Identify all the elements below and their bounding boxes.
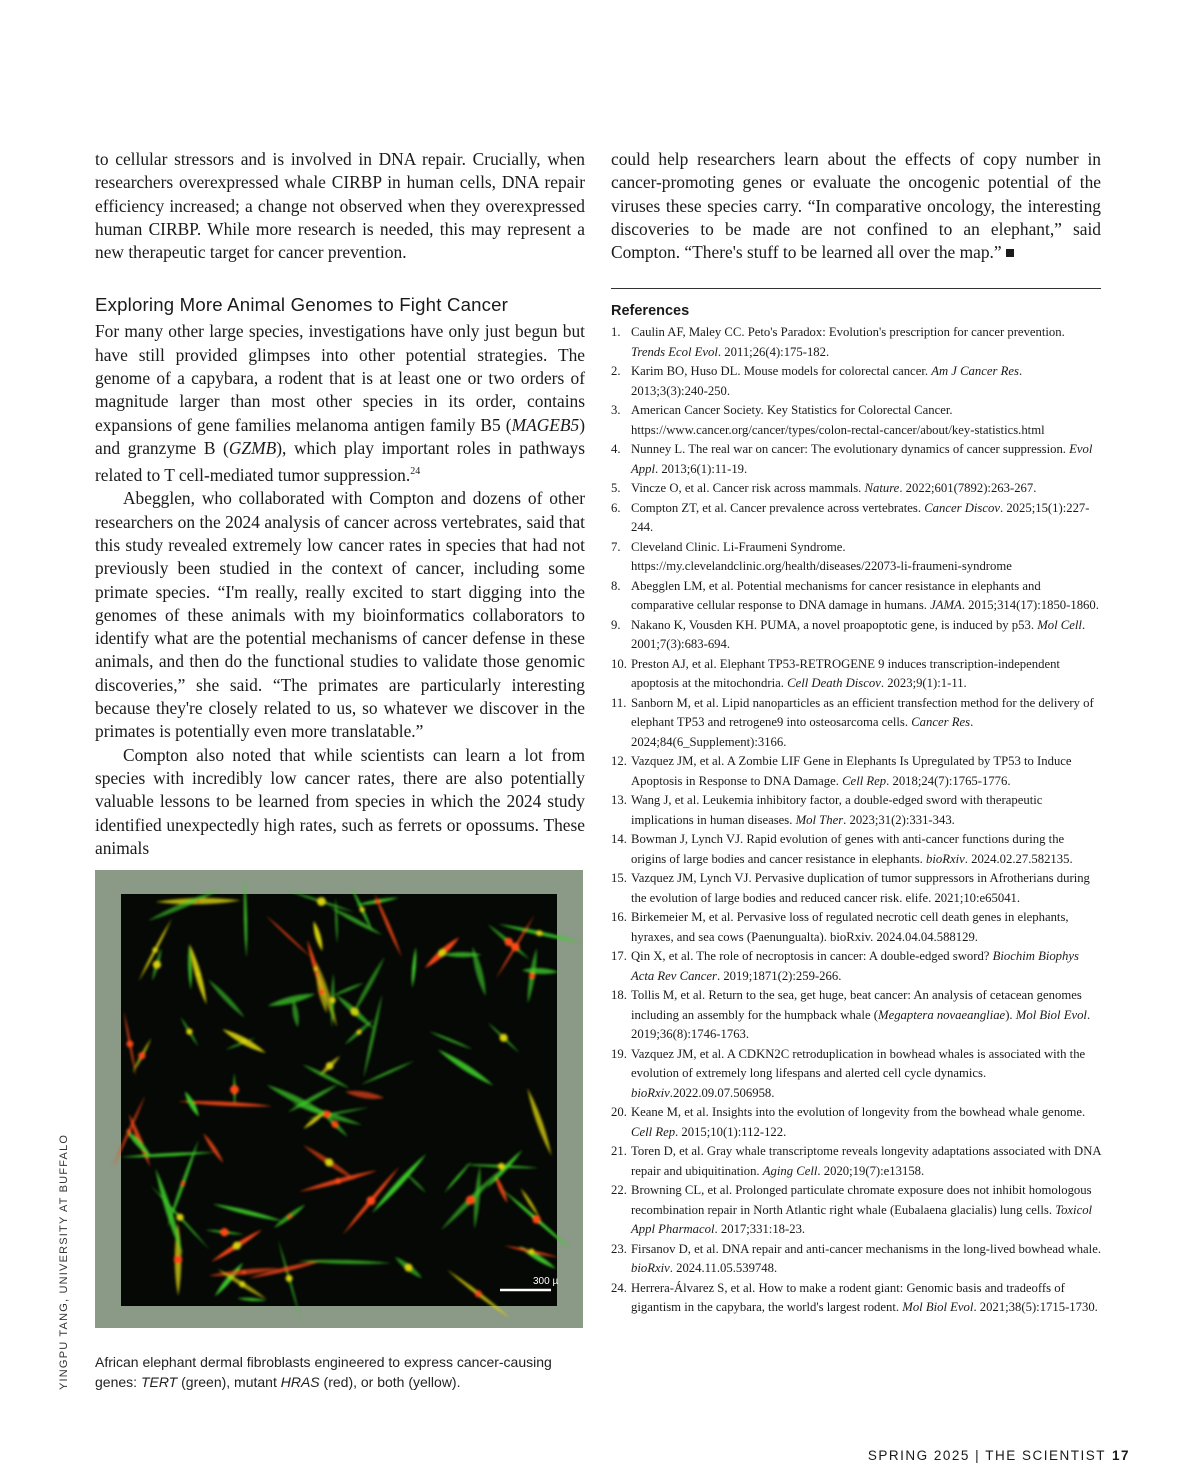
reference-text: Caulin AF, Maley CC. Peto's Paradox: Evolution's prescription for cancer prevention.	[631, 325, 1065, 340]
text-run: ), which play important roles in pathways related to T cell-mediated tumor suppression.	[95, 437, 585, 486]
cell-nucleus	[331, 1121, 338, 1128]
references-list	[611, 323, 1101, 1318]
reference-item	[611, 1142, 1101, 1181]
reference-text: Keane M, et al. Insights into the evolution of longevity from the bowhead whale genome.	[631, 1105, 1086, 1120]
microscopy-image	[95, 870, 583, 1328]
reference-number: 12.	[611, 754, 627, 769]
reference-text: . 2023;9(1):1-11.	[880, 676, 967, 691]
figure-caption	[95, 1352, 595, 1392]
reference-number: 24.	[611, 1280, 627, 1295]
journal-name: Biochim Biophys Acta Rev Cancer	[631, 949, 1079, 983]
reference-text: . 2022;601(7892):263-267.	[899, 481, 1037, 496]
journal-name: Cell Rep	[842, 773, 887, 788]
reference-text: . 2011;26(4):175-182.	[717, 344, 830, 359]
cell-nucleus	[438, 949, 446, 957]
cell-nucleus	[127, 1040, 134, 1047]
body-paragraph: to cellular stressors and is involved in DNA repair. Crucially, when researchers overexpressed whale CIRBP in human cells, DNA repair efficiency increased; a change not observed when they overexpressed human CIRBP. While more research is needed, this may represent a new therapeutic target for cancer prevention.	[95, 149, 585, 263]
journal-name: Cancer Discov	[924, 500, 1000, 515]
reference-text: . 2024.02.27.582135.	[964, 851, 1073, 866]
cell-nucleus	[138, 1052, 145, 1059]
image-field	[121, 894, 557, 1306]
cell-nucleus	[317, 897, 326, 906]
reference-number: 2.	[611, 364, 621, 379]
citation-superscript: 24	[410, 466, 421, 478]
journal-name: bioRxiv	[631, 1085, 670, 1100]
journal-name: Cancer Res	[911, 715, 971, 730]
reference-text: Cleveland Clinic. Li-Fraumeni Syndrome. https://my.clevelandclinic.org/health/diseases/22073-li-fraumeni-syndrome	[631, 539, 1012, 574]
issue-label: SPRING 2025 | THE SCIENTIST	[867, 1448, 1106, 1463]
body-paragraph: Compton also noted that while scientists can learn a lot from species with incredibly low cancer rates, there are also potentially valuable lessons to be learned from species in which the 2024 study identified unexpectedly high rates, such as ferrets or opossums. These animals	[95, 744, 585, 858]
end-mark-icon	[1006, 249, 1014, 257]
reference-item	[611, 362, 1101, 401]
cell-nucleus	[176, 1214, 183, 1221]
reference-text: Abegglen LM, et al. Potential mechanisms for cancer resistance in elephants and comparative cellular response to DNA damage in humans.	[631, 578, 1041, 613]
reference-item	[611, 908, 1101, 947]
reference-number: 5.	[611, 481, 621, 496]
cell-nucleus	[356, 1030, 361, 1035]
reference-number: 20.	[611, 1105, 627, 1120]
cell-nucleus	[405, 1264, 413, 1272]
body-paragraph	[95, 320, 585, 487]
text-run: (red), or both (yellow).	[319, 1374, 461, 1390]
reference-number: 9.	[611, 617, 621, 632]
reference-item	[611, 440, 1101, 479]
journal-name: Toxicol Appl Pharmacol	[631, 1202, 1093, 1237]
journal-name: Mol Biol Evol	[902, 1300, 974, 1315]
cell-nucleus	[329, 997, 335, 1003]
reference-text: Nakano K, Vousden KH. PUMA, a novel proapoptotic gene, is induced by p53.	[631, 617, 1038, 632]
reference-item	[611, 1103, 1101, 1142]
reference-number: 11.	[611, 695, 627, 710]
journal-name: Trends Ecol Evol	[631, 344, 718, 359]
text-run: ) and granzyme B (	[95, 414, 585, 458]
page-number: 17	[1111, 1448, 1130, 1463]
journal-name: Am J Cancer Res	[931, 364, 1019, 379]
reference-text: Vincze O, et al. Cancer risk across mammals.	[631, 481, 865, 496]
reference-text: Vazquez JM, et al. A Zombie LIF Gene in Elephants Is Upregulated by TP53 to Induce Apoptosis in Response to DNA Damage.	[631, 754, 1072, 788]
scale-bar-label: 300 µ	[533, 1276, 559, 1287]
journal-name: bioRxiv	[631, 1261, 670, 1276]
reference-item	[611, 538, 1101, 577]
reference-text: Nunney L. The real war on cancer: The evolutionary dynamics of cancer suppression.	[631, 442, 1070, 457]
reference-text: . 2019;36(8):1746-1763.	[631, 1007, 1091, 1042]
text-run: For many other large species, investigations have only just begun but have still provided glimpses into other potential strategies. The genome of a capybara, a rodent that is at least one or two orders of magnitude larger than most other species in its order, contains expansions of gene families melanoma antigen family B5 (	[95, 321, 585, 435]
reference-number: 1.	[611, 325, 621, 340]
right-column	[611, 148, 1101, 1318]
reference-text: . 2024;84(6_Supplement):3166.	[631, 715, 974, 749]
cell-nucleus	[127, 1129, 131, 1133]
reference-text: Birkemeier M, et al. Pervasive loss of regulated necrotic cell death genes in elephants, hyraxes, and sea cows (Paenungualta). bioRxiv. 2024.04.04.588129.	[631, 910, 1069, 944]
gene-name: GZMB	[228, 437, 277, 458]
reference-text: ).	[1005, 1007, 1016, 1022]
journal-name: Mol Biol Evol	[1015, 1007, 1087, 1022]
cell-nucleus	[511, 943, 520, 952]
cell-nucleus	[239, 1281, 245, 1287]
reference-number: 21.	[611, 1144, 627, 1159]
journal-name: Aging Cell	[762, 1163, 818, 1178]
reference-text: . 2001;7(3):683-694.	[631, 617, 1086, 652]
cell-nucleus	[286, 1275, 293, 1282]
body-paragraph	[611, 148, 1101, 264]
cell-nucleus	[323, 1111, 330, 1118]
reference-number: 16.	[611, 910, 627, 925]
cell-nucleus	[174, 1255, 182, 1263]
cell-nucleus	[181, 1181, 186, 1186]
photo-credit: YINGPU TANG, UNIVERSITY AT BUFFALO	[58, 1133, 70, 1390]
reference-text: . 2024.11.05.539748.	[669, 1261, 778, 1276]
cell-nucleus	[241, 1038, 246, 1043]
reference-text: . 2017;331:18-23.	[714, 1222, 806, 1237]
reference-text: . 2013;6(1):11-19.	[654, 461, 748, 476]
reference-number: 22.	[611, 1183, 627, 1198]
cell-nucleus	[536, 930, 542, 936]
reference-number: 15.	[611, 871, 627, 886]
reference-item	[611, 947, 1101, 986]
reference-text: Vazquez JM, Lynch VJ. Pervasive duplication of tumor suppressors in Afrotherians during the evolution of large bodies and reduced cancer risk. elife. 2021;10:e65041.	[631, 871, 1090, 905]
reference-text: . 2019;1871(2):259-266.	[716, 968, 842, 983]
journal-name: Evol Appl	[631, 442, 1093, 476]
page-footer	[868, 1448, 1130, 1463]
reference-item	[611, 694, 1101, 753]
reference-item	[611, 1045, 1101, 1104]
reference-text: Firsanov D, et al. DNA repair and anti-cancer mechanisms in the long-lived bowhead whale.	[631, 1241, 1101, 1256]
reference-item	[611, 752, 1101, 791]
cell-nucleus	[529, 1249, 535, 1255]
reference-item	[611, 986, 1101, 1045]
reference-text: . 2015;10(1):112-122.	[675, 1124, 787, 1139]
reference-text: . 2023;31(2):331-343.	[843, 812, 955, 827]
reference-item	[611, 655, 1101, 694]
fibroblast-micrograph	[95, 870, 583, 1328]
cell-nucleus	[475, 1290, 482, 1297]
cell-nucleus	[326, 1062, 334, 1070]
left-column	[95, 148, 585, 860]
cell-nucleus	[466, 1196, 475, 1205]
cell-nucleus	[196, 972, 200, 976]
reference-text: . 2018;24(7):1765-1776.	[886, 773, 1011, 788]
references-title: References	[611, 303, 690, 320]
cell-nucleus	[319, 989, 325, 995]
gene-name: MAGEB5	[511, 414, 580, 435]
section-heading: Exploring More Animal Genomes to Fight Cancer	[95, 294, 509, 316]
reference-item	[611, 499, 1101, 538]
reference-text: Qin X, et al. The role of necroptosis in cancer: A double-edged sword?	[631, 949, 993, 964]
journal-name: Nature	[864, 481, 900, 496]
journal-name: Cell Rep	[631, 1124, 676, 1139]
reference-item	[611, 323, 1101, 362]
cell-nucleus	[242, 1270, 246, 1274]
cell-nucleus	[325, 1158, 333, 1166]
reference-item	[611, 791, 1101, 830]
cell-nucleus	[375, 899, 380, 904]
reference-text: . 2021;38(5):1715-1730.	[973, 1300, 1098, 1315]
cell-nucleus	[335, 1178, 341, 1184]
reference-text: Sanborn M, et al. Lipid nanoparticles as an efficient transfection method for the delivery of elephant TP53 and retrogene9 into osteosarcoma cells.	[631, 695, 1094, 730]
reference-text: . 2013;3(3):240-250.	[631, 364, 1023, 398]
journal-name: Mol Ther	[795, 812, 844, 827]
reference-text: . 2020;19(7):e13158.	[817, 1163, 925, 1178]
reference-number: 19.	[611, 1046, 627, 1061]
reference-number: 4.	[611, 442, 621, 457]
reference-item	[611, 1181, 1101, 1240]
cell-nucleus	[532, 1215, 540, 1223]
divider	[611, 288, 1101, 289]
reference-text: Karim BO, Huso DL. Mouse models for colorectal cancer.	[631, 364, 932, 379]
cell-nucleus	[220, 1228, 228, 1236]
gene-name: HRAS	[280, 1374, 320, 1390]
reference-item	[611, 869, 1101, 908]
reference-number: 18.	[611, 988, 627, 1003]
reference-text: . 2025;15(1):227-244.	[631, 500, 1090, 535]
reference-number: 7.	[611, 539, 621, 554]
reference-text: Preston AJ, et al. Elephant TP53-RETROGENE 9 induces transcription-independent apoptosis at the mitochondria.	[631, 656, 1060, 691]
text-run: African elephant dermal fibroblasts engineered to express cancer-causing genes:	[95, 1354, 552, 1390]
body-paragraph: Abegglen, who collaborated with Compton and dozens of other researchers on the 2024 analysis of cancer across vertebrates, said that this study revealed extremely low cancer rates in species that had not previously been studied in the context of cancer, including some primate species. “I'm really, really excited to start digging into the genomes of these animals with my bioinformatics collaborators to identify what are the potential mechanisms of cancer defense in these animals, and then do the functional studies to validate those genomic discoveries,” she said. “The primates are particularly interesting because they're closely related to us, so whatever we discover in the primates is potentially even more translatable.”	[95, 488, 585, 742]
reference-text: .2022.09.07.506958.	[669, 1085, 775, 1100]
cell-nucleus	[233, 1242, 241, 1250]
reference-item	[611, 830, 1101, 869]
cell-nucleus	[287, 1214, 291, 1218]
journal-name: bioRxiv	[926, 851, 965, 866]
reference-item	[611, 577, 1101, 616]
cell-nucleus	[498, 1163, 505, 1170]
reference-item	[611, 479, 1101, 499]
reference-number: 10.	[611, 656, 627, 671]
gene-name: TERT	[140, 1374, 178, 1390]
cell-nucleus	[500, 1034, 508, 1042]
cell-nucleus	[367, 1196, 376, 1205]
reference-number: 17.	[611, 949, 627, 964]
reference-text: Compton ZT, et al. Cancer prevalence across vertebrates.	[631, 500, 925, 515]
reference-item	[611, 616, 1101, 655]
reference-item	[611, 1279, 1101, 1318]
cell-nucleus	[230, 1085, 239, 1094]
text-run: could help researchers learn about the effects of copy number in cancer-promoting genes or evaluate the oncogenic potential of the viruses these species carry. “In comparative oncology, the interesting discoveries to be made are not confined to an elephant,” said Compton. “There's stuff to be learned all over the map.”	[611, 149, 1101, 263]
reference-number: 8.	[611, 578, 621, 593]
reference-number: 23.	[611, 1241, 627, 1256]
reference-text: Herrera-Álvarez S, et al. How to make a rodent giant: Genomic basis and tradeoffs of gigantism in the capybara, the world's largest rodent.	[631, 1280, 1065, 1315]
reference-text: Vazquez JM, et al. A CDKN2C retroduplication in bowhead whales is associated with the evolution of extremely long lifespans and alerted cell cycle dynamics.	[631, 1046, 1086, 1081]
reference-number: 14.	[611, 832, 627, 847]
journal-name: Megaptera novaeangliae	[878, 1007, 1006, 1022]
reference-text: Tollis M, et al. Return to the sea, get huge, beat cancer: An analysis of cetacean genomes including an assembly for the humpback whale (	[631, 988, 1082, 1022]
text-run: (green), mutant	[177, 1374, 281, 1390]
journal-name: Mol Cell	[1037, 617, 1082, 632]
reference-number: 3.	[611, 403, 621, 418]
cell-nucleus	[186, 1028, 192, 1034]
reference-text: Toren D, et al. Gray whale transcriptome reveals longevity adaptations associated with DNA repair and ubiquitination.	[631, 1144, 1101, 1178]
reference-text: American Cancer Society. Key Statistics for Colorectal Cancer. https://www.cancer.org/cancer/types/colon-rectal-cancer/about/key-statistics.html	[631, 403, 1045, 437]
cell-nucleus	[359, 907, 364, 912]
journal-name: JAMA	[930, 598, 962, 613]
reference-item	[611, 401, 1101, 440]
reference-item	[611, 1240, 1101, 1279]
reference-text: Bowman J, Lynch VJ. Rapid evolution of genes with anti-cancer functions during the origins of large bodies and cancer resistance in elephants.	[631, 832, 1065, 866]
reference-number: 13.	[611, 793, 627, 808]
reference-number: 6.	[611, 500, 621, 515]
cell-nucleus	[153, 960, 161, 968]
reference-text: Browning CL, et al. Prolonged particulate chromate exposure does not inhibit homologous recombination repair in North Atlantic right whale (Eubalaena glacialis) lung cells.	[631, 1183, 1092, 1217]
reference-text: . 2015;314(17):1850-1860.	[961, 598, 1099, 613]
journal-name: Cell Death Discov	[787, 676, 881, 691]
cell-nucleus	[152, 947, 158, 953]
reference-text: Wang J, et al. Leukemia inhibitory factor, a double-edged sword with therapeutic implications in human diseases.	[631, 793, 1043, 827]
cell-nucleus	[314, 967, 318, 971]
